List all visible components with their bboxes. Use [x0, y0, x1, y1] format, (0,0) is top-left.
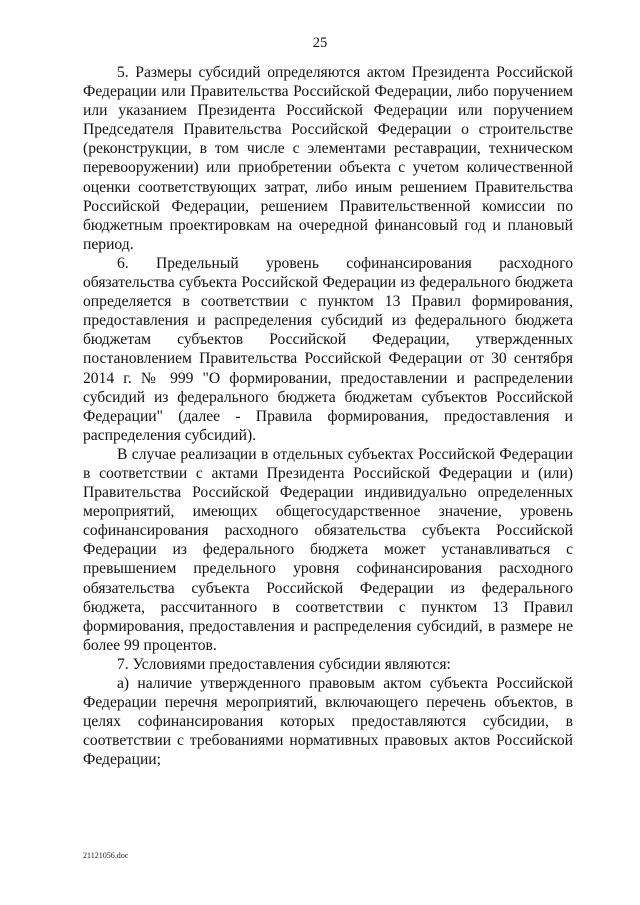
- paragraph-7-heading: 7. Условиями предоставления субсидии являются:: [117, 655, 451, 673]
- paragraph-5-subsidy-amounts: 5. Размеры субсидий определяются актом Президента Российской Федерации или Правительства Российской Федерации, либо поручением или указанием Президента Российской Федерации или поручением Председателя Правительства Российской Федерации о строительстве (реконструкции, в том числе с элементами реставрации, техническом перевооружении) или приобретении объекта с учетом количественной оценки соответствующих затрат, либо иным решением Правительства Российской Федерации, решением Правительственной комиссии по бюджетным проектировкам на очередной финансовый год и плановый период.: [83, 64, 573, 253]
- paragraph-6-cofinancing-limit: 6. Предельный уровень софинансирования расходного обязательства субъекта Российской Федерации из федерального бюджета определяется в соответствии с пунктом 13 Правил формирования, предоставления и распределения субсидий из федерального бюджета бюджетам субъектов Российской Федерации, утвержденных постановлением Правительства Российской Федерации от 30 сентября 2014 г. № 999 "О формировании, предоставлении и распределении субсидий из федерального бюджета бюджетам субъектов Российской Федерации" (далее - Правила формирования, предоставления и распределения субсидий).: [83, 254, 573, 444]
- paragraph-6-exception: В случае реализации в отдельных субъектах Российской Федерации в соответствии с актами Президента Российской Федерации и (или) Правительства Российской Федерации индивидуально определенных мероприятий, имеющих общегосударственное значение, уровень софинансирования расходного обязательства субъекта Российской Федерации из федерального бюджета может устанавливаться с превышением предельного уровня софинансирования расходного обязательства субъекта Российской Федерации из федерального бюджета, рассчитанного в соответствии с пунктом 13 Правил формирования, предоставления и распределения субсидий, в размере не более 99 процентов.: [83, 445, 573, 654]
- paragraph-7a-condition: а) наличие утвержденного правовым актом субъекта Российской Федерации перечня мероприятий, включающего перечень объектов, в целях софинансирования которых предоставляются субсидии, в соответствии с требованиями нормативных правовых актов Российской Федерации;: [83, 675, 573, 769]
- document-file-code: 21121056.doc: [83, 851, 129, 860]
- body-text: [83, 63, 573, 769]
- page-number: 25: [312, 35, 328, 51]
